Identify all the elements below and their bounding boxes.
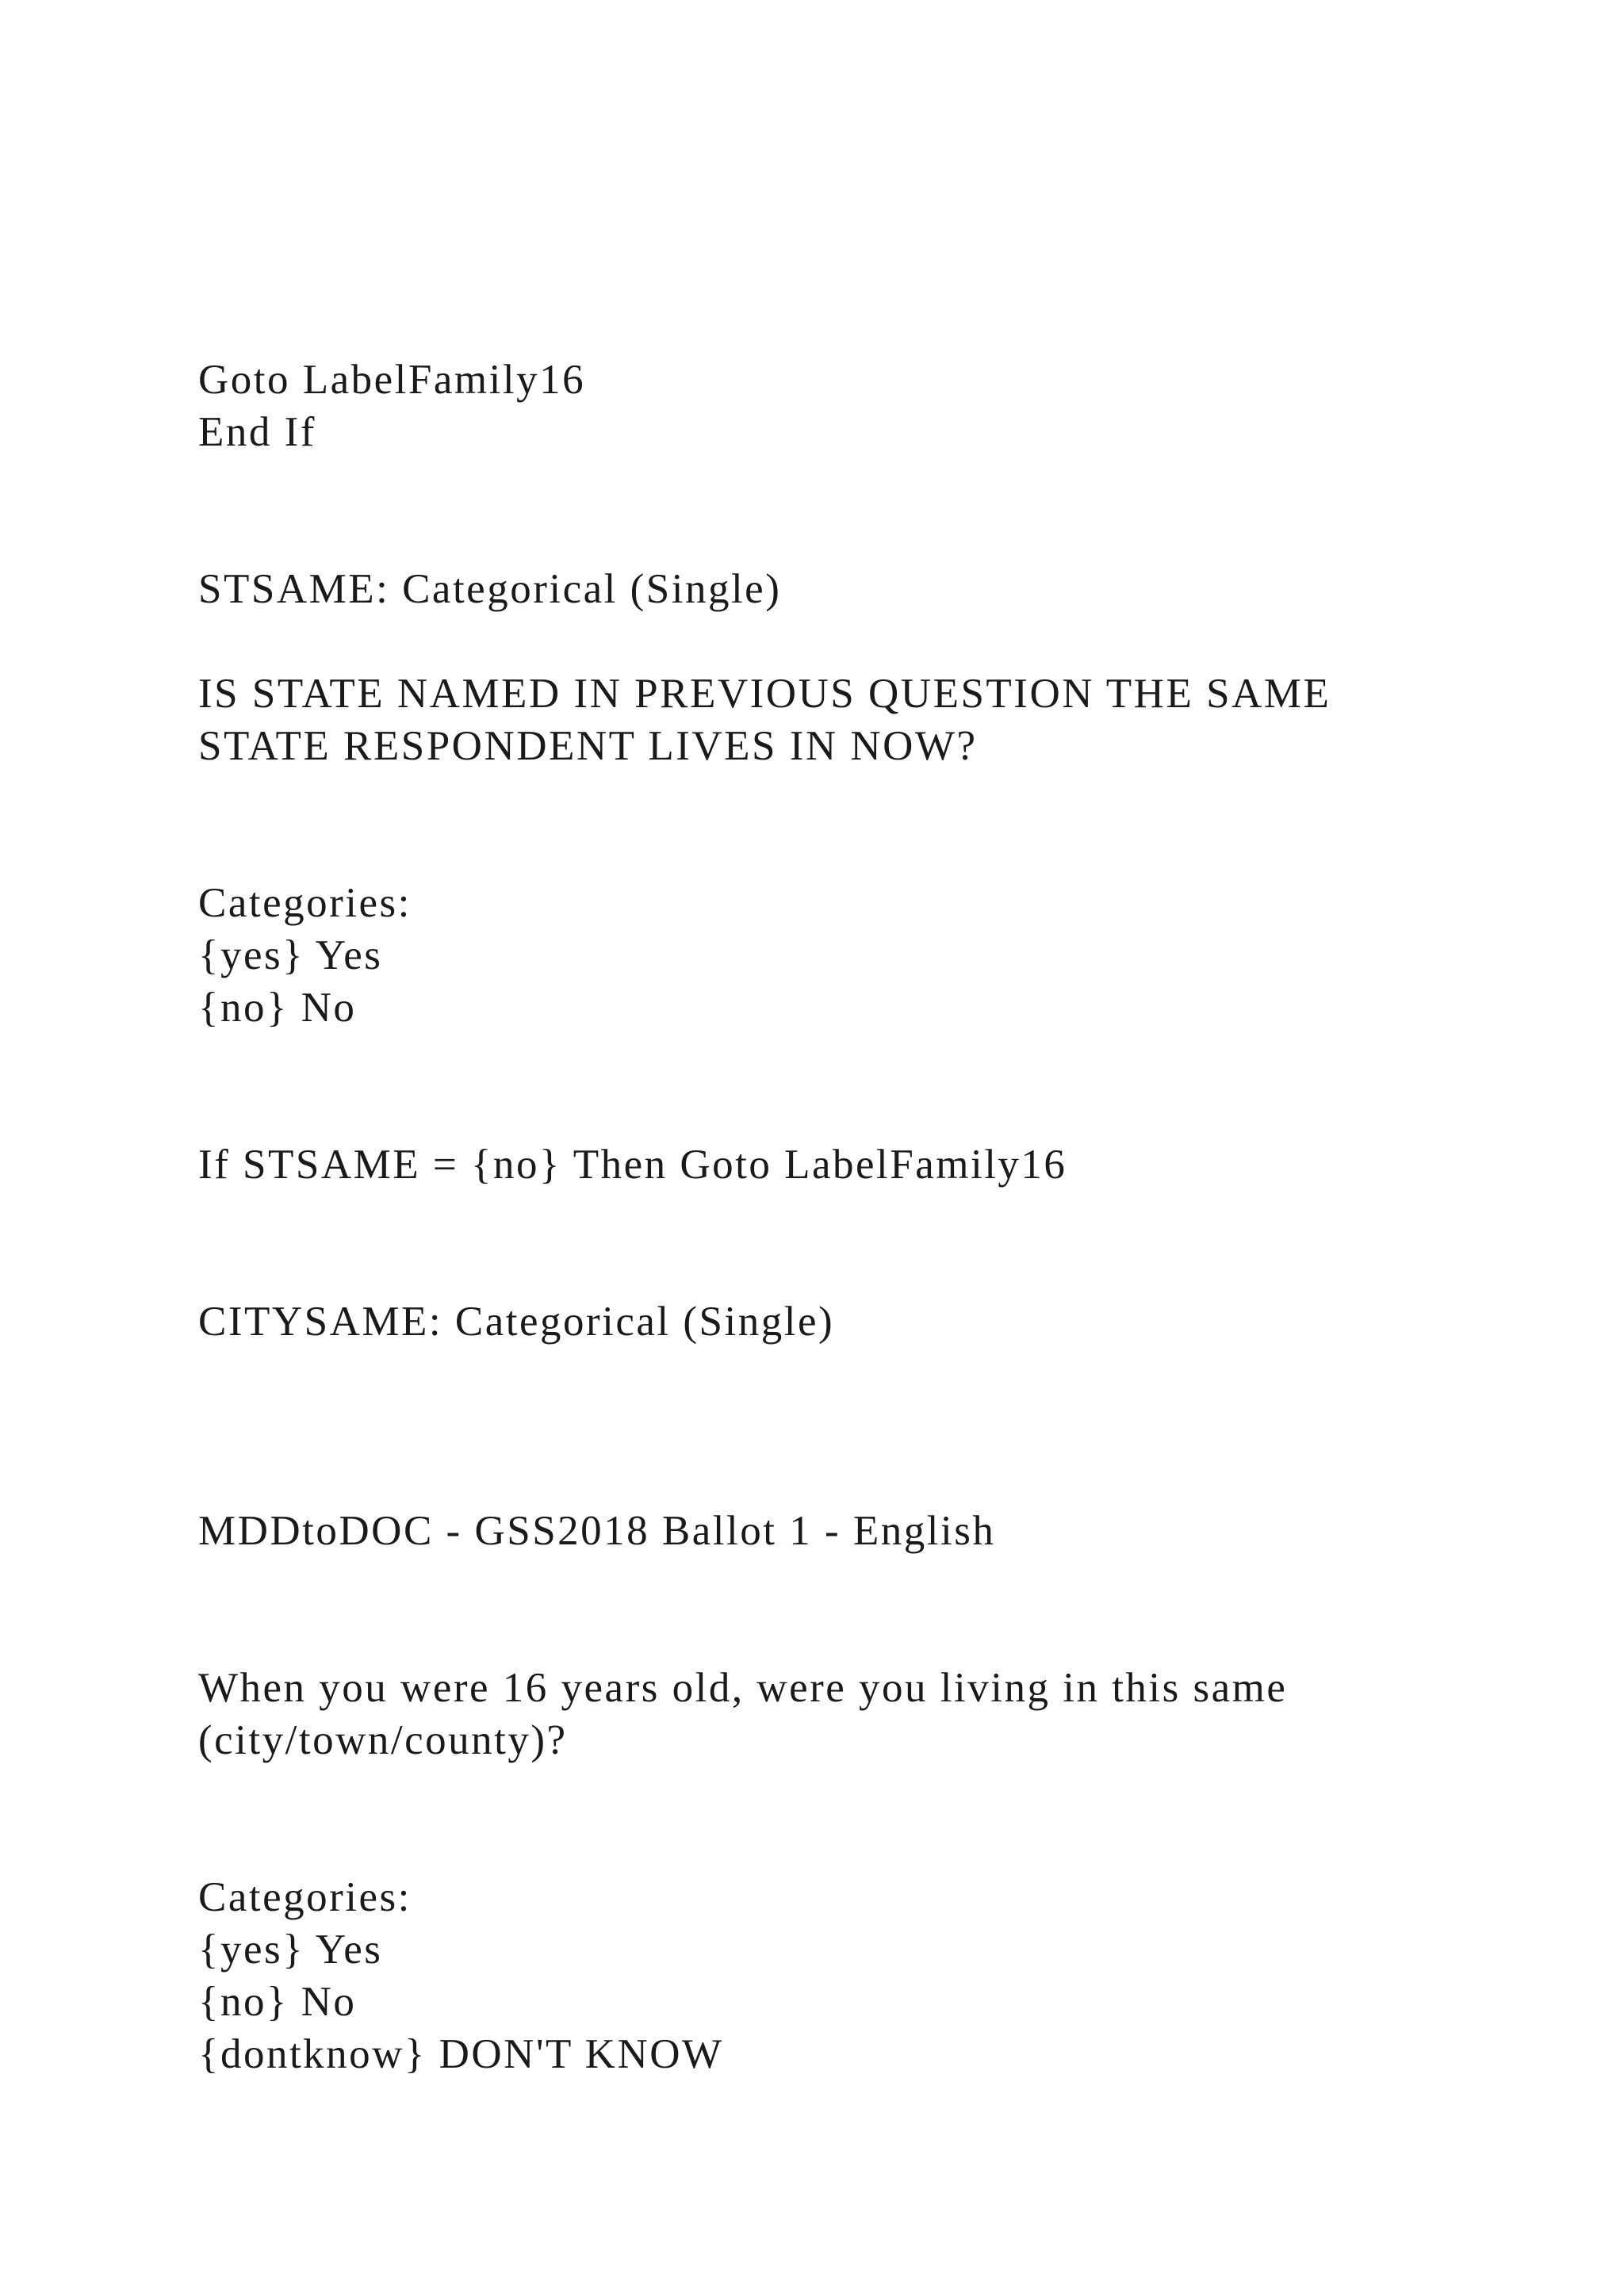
citysame-category-no: {no} No	[198, 1979, 357, 2025]
citysame-category-dontknow: {dontknow} DON'T KNOW	[198, 2031, 724, 2077]
citysame-category-yes: {yes} Yes	[198, 1927, 383, 1973]
document-footer: MDDtoDOC - GSS2018 Ballot 1 - English	[198, 1508, 996, 1554]
end-if-statement: End If	[198, 409, 316, 455]
stsame-categories-label: Categories:	[198, 880, 412, 926]
stsame-question-line-2: STATE RESPONDENT LIVES IN NOW?	[198, 723, 978, 769]
goto-statement: Goto LabelFamily16	[198, 357, 586, 403]
stsame-question-line-1: IS STATE NAMED IN PREVIOUS QUESTION THE SAME	[198, 671, 1331, 717]
citysame-header: CITYSAME: Categorical (Single)	[198, 1299, 835, 1345]
condition-statement: If STSAME = {no} Then Goto LabelFamily16	[198, 1142, 1067, 1188]
citysame-categories-label: Categories:	[198, 1874, 412, 1920]
stsame-category-no: {no} No	[198, 985, 357, 1031]
citysame-question-line-1: When you were 16 years old, were you living in this same	[198, 1665, 1288, 1711]
stsame-header: STSAME: Categorical (Single)	[198, 566, 782, 612]
citysame-question-line-2: (city/town/county)?	[198, 1717, 568, 1763]
stsame-category-yes: {yes} Yes	[198, 932, 383, 978]
